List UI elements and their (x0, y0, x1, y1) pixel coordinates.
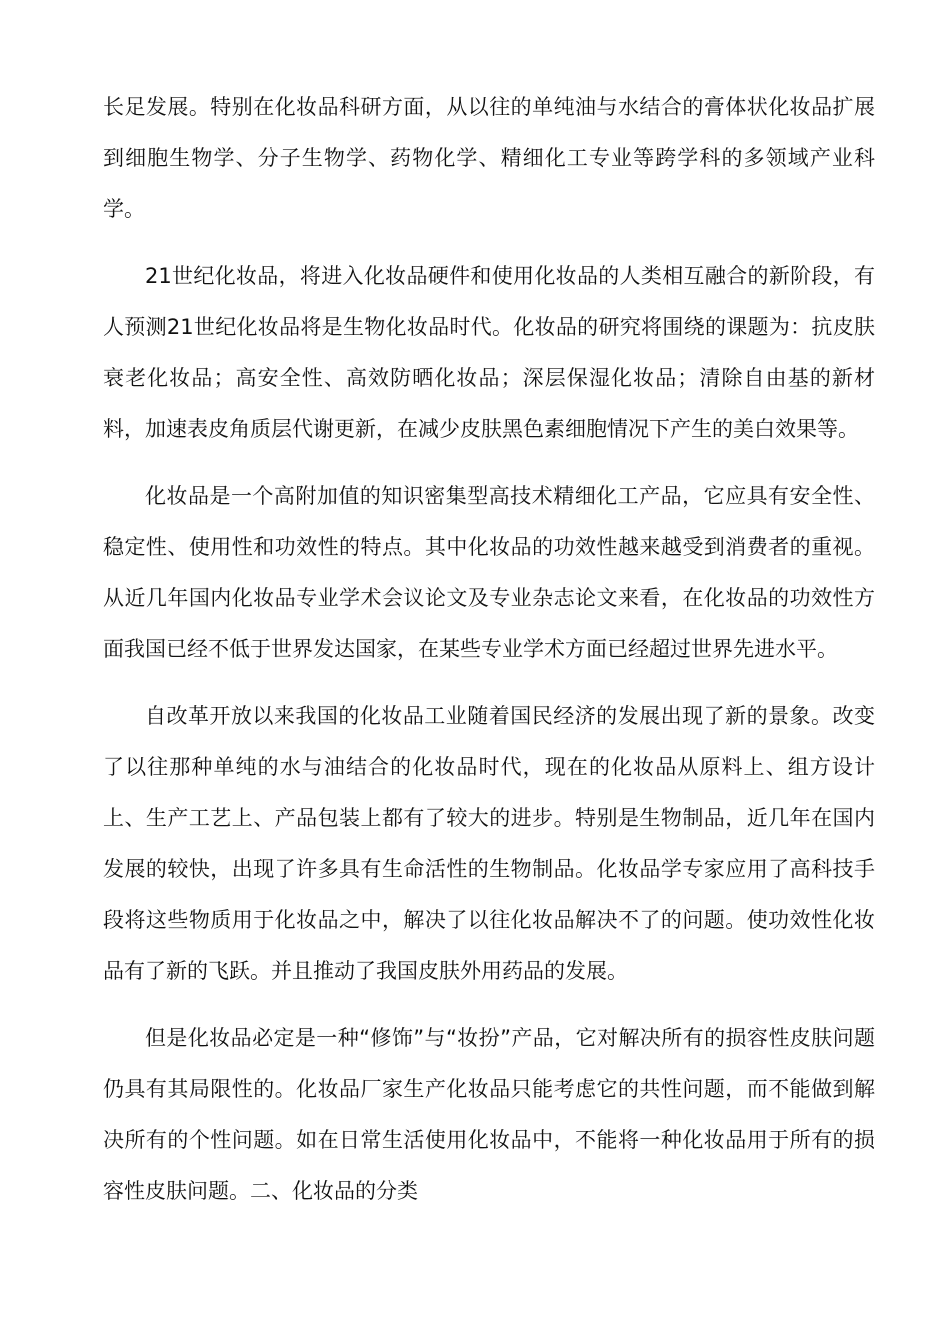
body-text (103, 82, 875, 1217)
paragraph-2: 21世纪化妆品，将进入化妆品硬件和使用化妆品的人类相互融合的新阶段，有人预测21世纪化妆品将是生物化妆品时代。化妆品的研究将围绕的课题为：抗皮肤衰老化妆品；高安全性、高效防晒化妆品；深层保湿化妆品；清除自由基的新材料，加速表皮角质层代谢更新，在减少皮肤黑色素细胞情况下产生的美白效果等。 (103, 264, 875, 441)
paragraph-1: 长足发展。特别在化妆品科研方面，从以往的单纯油与水结合的膏体状化妆品扩展到细胞生物学、分子生物学、药物化学、精细化工专业等跨学科的多领域产业科学。 (103, 95, 875, 221)
paragraph-5: 但是化妆品必定是一种“修饰”与“妆扮”产品，它对解决所有的损容性皮肤问题仍具有其局限性的。化妆品厂家生产化妆品只能考虑它的共性问题，而不能做到解决所有的个性问题。如在日常生活使用化妆品中，不能将一种化妆品用于所有的损容性皮肤问题。二、化妆品的分类 (103, 1026, 875, 1203)
paragraph-4: 自改革开放以来我国的化妆品工业随着国民经济的发展出现了新的景象。改变了以往那种单纯的水与油结合的化妆品时代，现在的化妆品从原料上、组方设计上、生产工艺上、产品包装上都有了较大的进步。特别是生物制品，近几年在国内发展的较快，出现了许多具有生命活性的生物制品。化妆品学专家应用了高科技手段将这些物质用于化妆品之中，解决了以往化妆品解决不了的问题。使功效性化妆品有了新的飞跃。并且推动了我国皮肤外用药品的发展。 (103, 704, 875, 983)
paragraph-3: 化妆品是一个高附加值的知识密集型高技术精细化工产品，它应具有安全性、稳定性、使用性和功效性的特点。其中化妆品的功效性越来越受到消费者的重视。从近几年国内化妆品专业学术会议论文及专业杂志论文来看，在化妆品的功效性方面我国已经不低于世界发达国家，在某些专业学术方面已经超过世界先进水平。 (103, 484, 875, 661)
